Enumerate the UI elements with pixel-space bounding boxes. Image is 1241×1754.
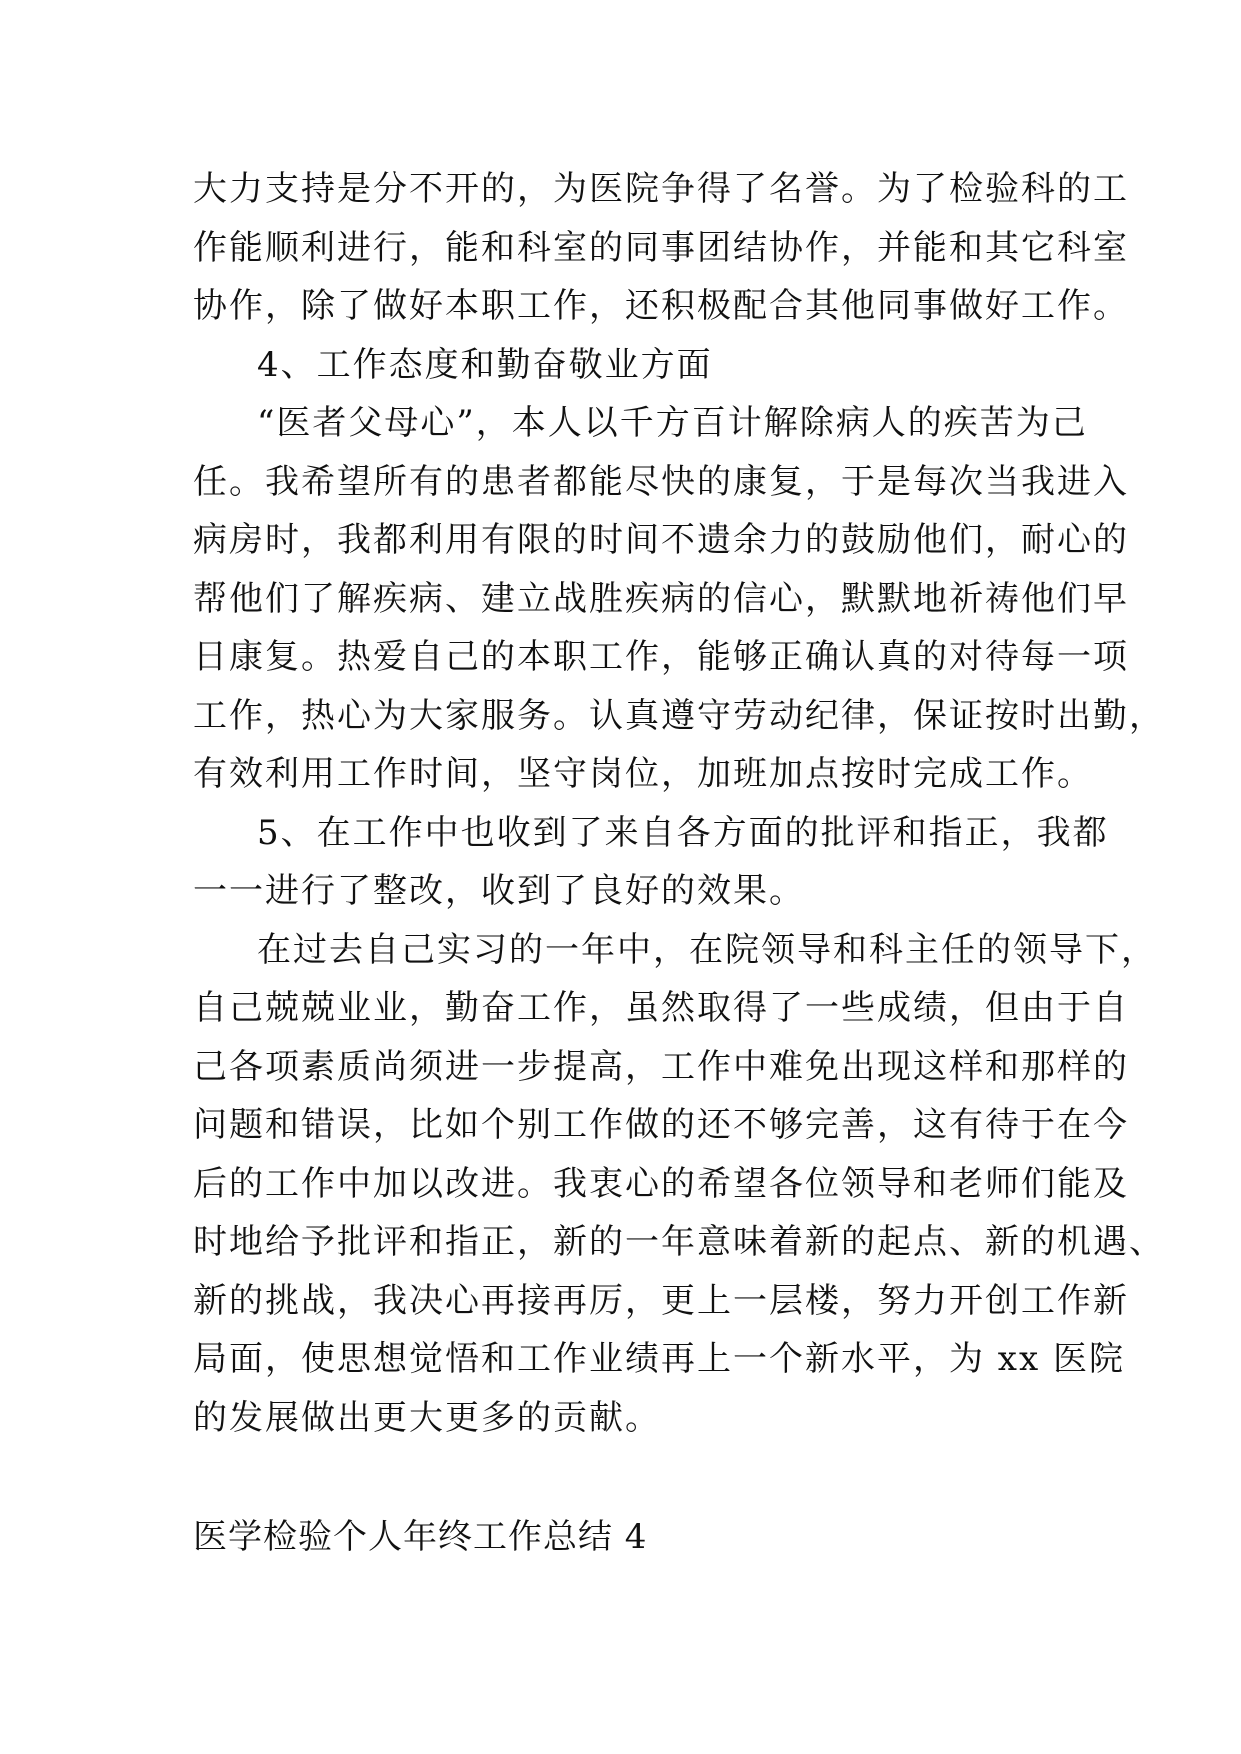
text-line: 后的工作中加以改进。我衷心的希望各位领导和老师们能及: [193, 1163, 1129, 1204]
text-line: 大力支持是分不开的，为医院争得了名誉。为了检验科的工: [193, 169, 1129, 209]
text-line: 局面，使思想觉悟和工作业绩再上一个新水平，为 xx 医院: [193, 1339, 1125, 1379]
text-line: 一一进行了整改，收到了良好的效果。: [193, 871, 805, 911]
text-line: 帮他们了解疾病、建立战胜疾病的信心，默默地祈祷他们早: [193, 578, 1129, 619]
text-line: 在过去自己实习的一年中，在院领导和科主任的领导下，: [257, 929, 1157, 970]
text-line: 的发展做出更大更多的贡献。: [193, 1397, 661, 1438]
text-line: 工作，热心为大家服务。认真遵守劳动纪律，保证按时出勤，: [193, 695, 1165, 736]
numbered-item-heading: 4、工作态度和勤奋敬业方面: [257, 344, 713, 385]
text-line: “医者父母心”，本人以千方百计解除病人的疾苦为己: [257, 403, 1088, 443]
numbered-item-text: 5、在工作中也收到了来自各方面的批评和指正，我都: [257, 812, 1109, 853]
text-line: 己各项素质尚须进一步提高，工作中难免出现这样和那样的: [193, 1046, 1129, 1087]
text-line: 日康复。热爱自己的本职工作，能够正确认真的对待每一项: [193, 637, 1129, 677]
section-heading: 医学检验个人年终工作总结 4: [193, 1517, 648, 1557]
text-line: 协作，除了做好本职工作，还积极配合其他同事做好工作。: [193, 286, 1129, 326]
text-line: 有效利用工作时间，坚守岗位，加班加点按时完成工作。: [193, 754, 1093, 794]
text-line: 自己兢兢业业，勤奋工作，虽然取得了一些成绩，但由于自: [193, 988, 1129, 1028]
text-line: 任。我希望所有的患者都能尽快的康复，于是每次当我进入: [193, 461, 1129, 502]
text-line: 病房时，我都利用有限的时间不遗余力的鼓励他们，耐心的: [193, 520, 1129, 560]
text-line: 新的挑战，我决心再接再厉，更上一层楼，努力开创工作新: [193, 1280, 1129, 1321]
text-line: 问题和错误，比如个别工作做的还不够完善，这有待于在今: [193, 1105, 1129, 1145]
text-line: 时地给予批评和指正，新的一年意味着新的起点、新的机遇、: [193, 1222, 1165, 1262]
document-body: [193, 160, 1165, 1447]
text-line: 作能顺利进行，能和科室的同事团结协作，并能和其它科室: [193, 227, 1129, 268]
